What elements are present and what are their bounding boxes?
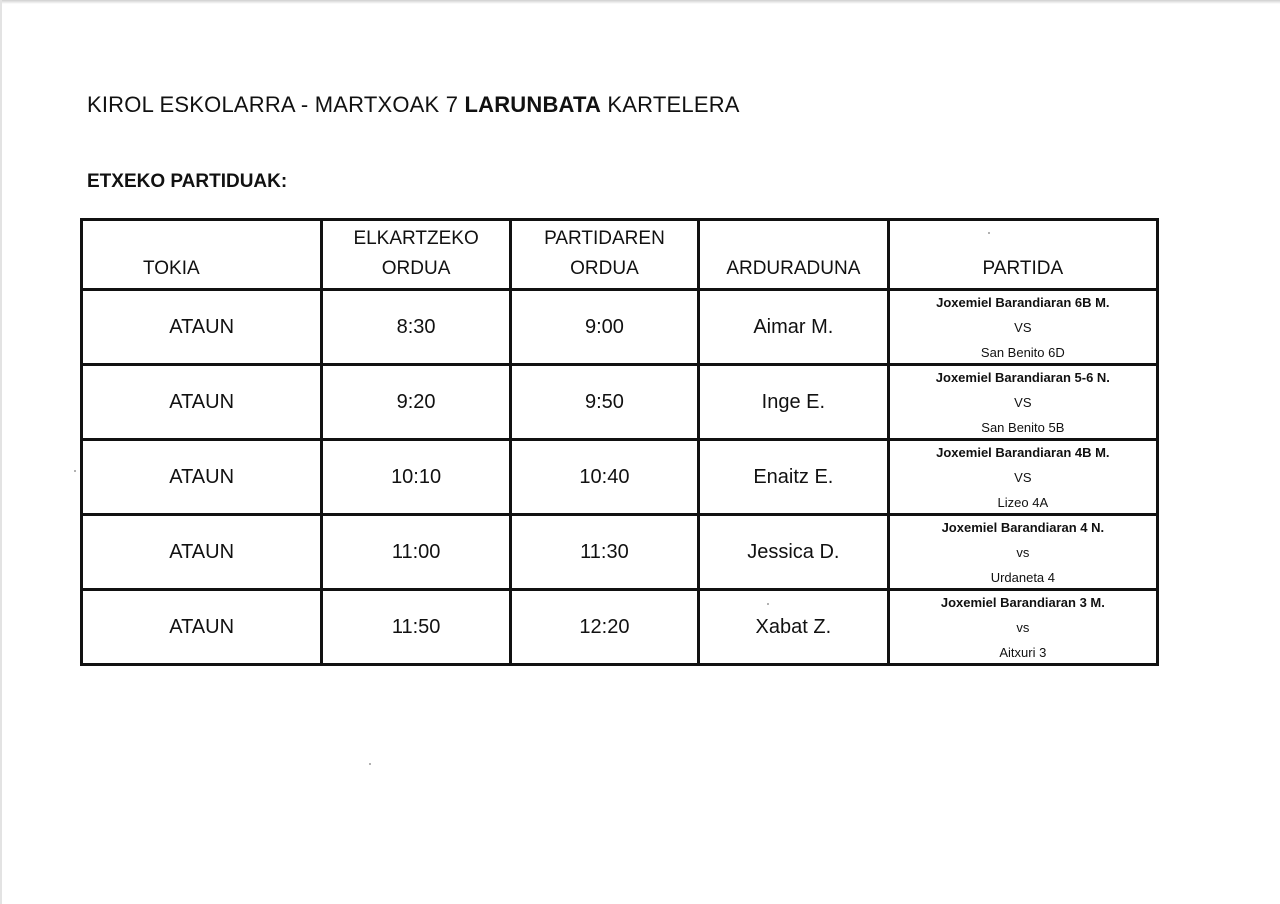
scan-edge-left xyxy=(0,0,2,904)
match-home-team: Joxemiel Barandiaran 4 N. xyxy=(941,519,1105,535)
header-tokia xyxy=(82,220,322,290)
scan-speck xyxy=(369,763,371,765)
header-partidaren-ordua xyxy=(510,220,698,290)
header-arduraduna-label: ARDURADUNA xyxy=(726,258,861,279)
table-row xyxy=(82,290,1158,365)
cell-partidaren-ordua: 9:50 xyxy=(510,365,698,440)
cell-arduraduna: Aimar M. xyxy=(699,290,889,365)
cell-partida xyxy=(888,365,1157,440)
page-title xyxy=(87,92,740,118)
cell-partidaren-ordua: 11:30 xyxy=(510,515,698,590)
header-partidaren-line2: ORDUA xyxy=(570,258,639,279)
match-home-team: Joxemiel Barandiaran 4B M. xyxy=(936,444,1110,460)
match-versus: vs xyxy=(1016,544,1030,560)
match-away-team: Urdaneta 4 xyxy=(990,569,1056,585)
scan-edge-top xyxy=(0,0,1280,4)
header-arduraduna xyxy=(699,220,889,290)
cell-elkartzeko-ordua: 8:30 xyxy=(322,290,511,365)
header-partidaren-line1: PARTIDAREN xyxy=(544,228,665,249)
match-home-team: Joxemiel Barandiaran 6B M. xyxy=(936,294,1110,310)
table-row xyxy=(82,515,1158,590)
match-away-team: San Benito 6D xyxy=(980,344,1065,360)
table-row xyxy=(82,590,1158,665)
section-heading: ETXEKO PARTIDUAK: xyxy=(87,171,288,192)
cell-partida xyxy=(888,515,1157,590)
header-elkartzeko-ordua xyxy=(322,220,511,290)
header-elkartzeko-line2: ORDUA xyxy=(381,258,451,279)
cell-partidaren-ordua: 10:40 xyxy=(510,440,698,515)
scan-speck xyxy=(74,470,76,472)
match-home-team: Joxemiel Barandiaran 5-6 N. xyxy=(935,369,1110,385)
match-home-team: Joxemiel Barandiaran 3 M. xyxy=(940,594,1105,610)
header-partida xyxy=(888,220,1157,290)
cell-tokia: ATAUN xyxy=(82,515,322,590)
cell-elkartzeko-ordua: 11:50 xyxy=(322,590,511,665)
match-versus: vs xyxy=(1016,619,1030,635)
cell-elkartzeko-ordua: 11:00 xyxy=(322,515,511,590)
cell-arduraduna: Jessica D. xyxy=(699,515,889,590)
cell-tokia: ATAUN xyxy=(82,440,322,515)
page-title-suffix: KARTELERA xyxy=(601,92,740,117)
match-away-team: Aitxuri 3 xyxy=(999,644,1047,660)
match-versus: VS xyxy=(1014,394,1032,410)
cell-arduraduna: Inge E. xyxy=(699,365,889,440)
schedule-table xyxy=(80,218,1159,666)
cell-elkartzeko-ordua: 10:10 xyxy=(322,440,511,515)
cell-tokia: ATAUN xyxy=(82,290,322,365)
page-title-day: LARUNBATA xyxy=(464,92,602,117)
cell-tokia: ATAUN xyxy=(82,365,322,440)
header-partida-label: PARTIDA xyxy=(982,258,1064,279)
cell-partidaren-ordua: 9:00 xyxy=(510,290,698,365)
header-tokia-label: TOKIA xyxy=(143,258,200,279)
match-versus: VS xyxy=(1014,319,1032,335)
table-row xyxy=(82,365,1158,440)
match-away-team: Lizeo 4A xyxy=(997,494,1049,510)
match-versus: VS xyxy=(1014,469,1032,485)
cell-partida xyxy=(888,440,1157,515)
cell-elkartzeko-ordua: 9:20 xyxy=(322,365,511,440)
cell-arduraduna: Xabat Z. xyxy=(699,590,889,665)
table-row xyxy=(82,440,1158,515)
cell-partida xyxy=(888,290,1157,365)
header-elkartzeko-line1: ELKARTZEKO xyxy=(353,228,479,249)
cell-tokia: ATAUN xyxy=(82,590,322,665)
page-title-prefix: KIROL ESKOLARRA - MARTXOAK 7 xyxy=(87,92,465,117)
table-header-row xyxy=(82,220,1158,290)
cell-arduraduna: Enaitz E. xyxy=(699,440,889,515)
cell-partida xyxy=(888,590,1157,665)
cell-partidaren-ordua: 12:20 xyxy=(510,590,698,665)
match-away-team: San Benito 5B xyxy=(981,419,1065,435)
